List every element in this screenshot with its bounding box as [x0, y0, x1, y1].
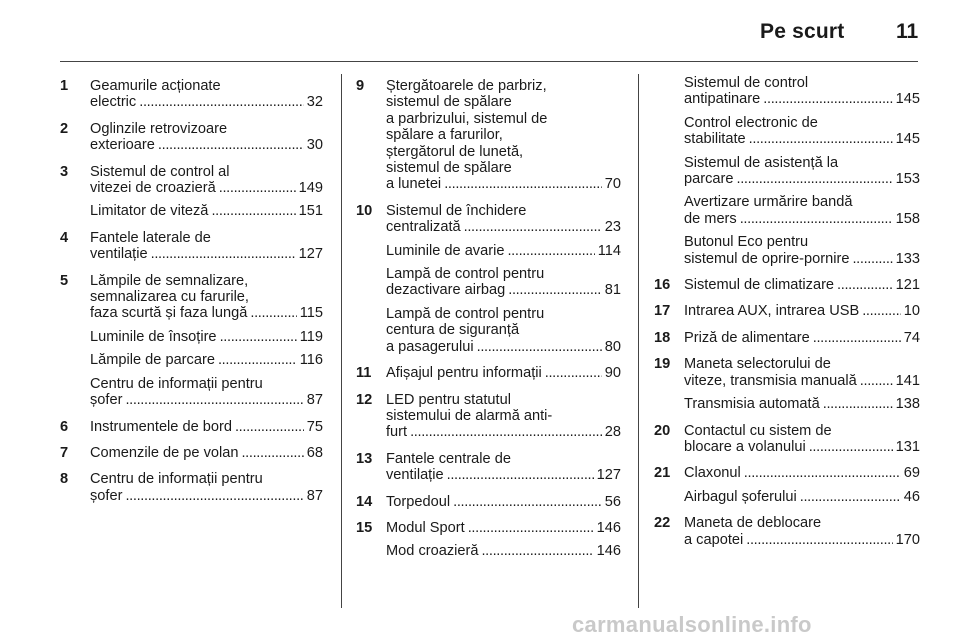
entry-last-line	[386, 219, 621, 235]
index-entry[interactable]	[654, 155, 920, 188]
entry-text-line: Sistemul de control	[684, 75, 809, 91]
index-entry[interactable]	[654, 303, 920, 319]
entry-body	[684, 330, 920, 346]
entry-last-line	[684, 373, 920, 389]
entry-number: 21	[654, 465, 671, 482]
entry-last-line	[684, 396, 920, 412]
entry-label: Claxonul	[684, 465, 741, 482]
page-reference-link[interactable]: 145	[895, 131, 920, 148]
index-entry[interactable]	[356, 520, 621, 536]
index-entry[interactable]	[654, 396, 920, 412]
entry-body	[684, 75, 920, 108]
index-entry[interactable]	[356, 243, 621, 259]
page-reference-link[interactable]: 87	[306, 392, 323, 409]
entry-body	[684, 396, 920, 412]
entry-number: 13	[356, 450, 373, 467]
entry-label: Modul Sport	[386, 519, 465, 536]
index-entry[interactable]	[60, 164, 323, 197]
index-entry[interactable]	[60, 273, 323, 322]
entry-last-line	[386, 467, 621, 483]
entry-number	[654, 194, 684, 227]
entry-number	[60, 352, 90, 368]
entry-last-line	[386, 339, 621, 355]
dot-leader	[218, 352, 297, 368]
entry-number	[654, 234, 684, 267]
page-reference-link[interactable]: 145	[895, 91, 920, 108]
page-reference-link[interactable]: 32	[306, 94, 323, 111]
page-reference-link[interactable]: 23	[604, 219, 621, 236]
entry-number: 12	[356, 391, 373, 408]
index-entry[interactable]	[60, 376, 323, 409]
entry-text-line: Sistemul de închidere	[386, 202, 527, 219]
entry-number: 1	[60, 78, 69, 94]
entry-label: centralizată	[386, 219, 461, 236]
entry-number: 7	[60, 444, 69, 461]
dot-leader	[508, 282, 602, 298]
dot-leader	[151, 246, 296, 262]
entry-number: 19	[654, 356, 671, 373]
entry-last-line	[684, 532, 920, 548]
entry-text-line: Lampă de control pentru	[386, 266, 545, 283]
page-reference-link[interactable]: 119	[299, 328, 323, 345]
entry-label: Airbagul șoferului	[684, 488, 797, 505]
entry-last-line	[684, 330, 920, 346]
index-entry[interactable]	[356, 306, 621, 355]
entry-body	[386, 365, 621, 381]
entry-last-line	[90, 246, 323, 262]
entry-text-line: sistemul de spălare	[386, 94, 512, 111]
page-reference-link[interactable]: 75	[306, 418, 323, 435]
entry-number: 3	[60, 163, 69, 180]
page-reference-link[interactable]: 28	[604, 424, 621, 441]
dot-leader	[746, 532, 892, 548]
entry-body	[386, 543, 621, 559]
entry-text-line: centura de siguranță	[386, 322, 520, 339]
column-divider	[638, 74, 639, 608]
entry-last-line	[386, 176, 621, 192]
entry-text-line: Maneta de deblocare	[684, 515, 822, 532]
dot-leader	[813, 330, 901, 346]
entry-body	[684, 303, 920, 319]
entry-number	[654, 75, 684, 108]
entry-body	[90, 376, 323, 409]
page-reference-link[interactable]: 149	[298, 180, 323, 197]
column-divider	[341, 74, 342, 608]
entry-last-line	[90, 419, 323, 435]
entry-label: Comenzile de pe volan	[90, 444, 239, 461]
entry-label: Intrarea AUX, intrarea USB	[684, 303, 860, 320]
dot-leader	[481, 543, 593, 559]
entry-body	[90, 273, 323, 322]
page-reference-link[interactable]: 115	[299, 305, 323, 322]
entry-body	[386, 392, 621, 441]
dot-leader	[477, 339, 602, 355]
entry-label: Instrumentele de bord	[90, 418, 232, 435]
page-reference-link[interactable]: 68	[306, 444, 323, 461]
entry-number: 9	[356, 78, 365, 94]
entry-label: electric	[90, 94, 137, 111]
entry-number	[356, 543, 386, 559]
dot-leader	[823, 396, 893, 412]
entry-body	[90, 203, 323, 219]
index-entry[interactable]	[60, 230, 323, 263]
dot-leader	[447, 467, 594, 483]
entry-last-line	[90, 94, 323, 110]
entry-body	[90, 230, 323, 263]
entry-text-line: a parbrizului, sistemul de	[386, 110, 548, 127]
index-entry[interactable]	[60, 78, 323, 111]
index-entry[interactable]	[60, 121, 323, 154]
entry-number: 16	[654, 277, 671, 294]
entry-body	[684, 155, 920, 188]
entry-number	[654, 489, 684, 505]
index-entry[interactable]	[60, 329, 323, 345]
entry-label: Transmisia automată	[684, 396, 820, 413]
entry-body	[386, 243, 621, 259]
entry-label: dezactivare airbag	[386, 282, 506, 299]
dot-leader	[464, 219, 602, 235]
entry-text-line: Geamurile acționate	[90, 78, 221, 94]
entry-label: Luminile de avarie	[386, 242, 505, 259]
header-divider	[60, 61, 918, 62]
dot-leader	[736, 171, 892, 187]
entry-text-line: Contactul cu sistem de	[684, 422, 832, 439]
page-reference-link[interactable]: 153	[895, 171, 920, 188]
entry-text-line: Control electronic de	[684, 114, 818, 131]
page-reference-link[interactable]: 30	[306, 137, 323, 154]
page-title: Pe scurt	[760, 20, 845, 43]
page-reference-link[interactable]: 138	[895, 396, 920, 413]
entry-label: sistemul de oprire-pornire	[684, 250, 850, 267]
entry-text-line: Butonul Eco pentru	[684, 234, 809, 251]
index-entry[interactable]	[60, 445, 323, 461]
entry-last-line	[684, 303, 920, 319]
entry-number: 2	[60, 120, 69, 137]
entry-number: 20	[654, 422, 671, 439]
index-column-1	[60, 78, 323, 514]
page-reference-link[interactable]: 74	[903, 329, 920, 346]
entry-number: 10	[356, 202, 373, 219]
dot-leader	[468, 520, 594, 536]
entry-number	[60, 376, 90, 409]
entry-number	[356, 243, 386, 259]
page-reference-link[interactable]: 131	[895, 438, 920, 455]
dot-leader	[219, 180, 296, 196]
entry-text-line: Avertizare urmărire bandă	[684, 194, 853, 211]
entry-body	[90, 471, 323, 504]
entry-text-line: Lămpile de semnalizare,	[90, 272, 249, 289]
entry-last-line	[90, 203, 323, 219]
entry-body	[90, 329, 323, 345]
entry-label: Lămpile de parcare	[90, 352, 215, 369]
page-reference-link[interactable]: 158	[895, 210, 920, 227]
index-entry[interactable]	[356, 392, 621, 441]
entry-number: 14	[356, 493, 373, 510]
index-entry[interactable]	[60, 352, 323, 368]
entry-number: 15	[356, 519, 373, 536]
dot-leader	[800, 489, 901, 505]
entry-number	[60, 203, 90, 219]
entry-label: Afișajul pentru informații	[386, 365, 542, 382]
entry-label: șofer	[90, 392, 123, 409]
dot-leader	[545, 365, 602, 381]
index-entry[interactable]	[60, 419, 323, 435]
entry-body	[684, 515, 920, 548]
page-reference-link[interactable]: 127	[596, 467, 621, 484]
page-reference-link[interactable]: 81	[604, 282, 621, 299]
index-entry[interactable]	[356, 266, 621, 299]
entry-label: Torpedoul	[386, 493, 451, 510]
entry-number: 22	[654, 515, 671, 532]
page-reference-link[interactable]: 56	[604, 493, 621, 510]
page-reference-link[interactable]: 133	[895, 250, 920, 267]
entry-body	[90, 445, 323, 461]
entry-text-line: Centru de informații pentru	[90, 375, 263, 392]
entry-text-line: Oglinzile retrovizoare	[90, 120, 228, 137]
index-entry[interactable]	[60, 471, 323, 504]
entry-body	[386, 266, 621, 299]
entry-text-line: semnalizarea cu farurile,	[90, 289, 249, 306]
watermark: carmanualsonline.info	[572, 612, 812, 637]
entry-last-line	[684, 171, 920, 187]
entry-body	[90, 164, 323, 197]
entry-label: antipatinare	[684, 91, 761, 108]
page-reference-link[interactable]: 10	[903, 303, 920, 320]
entry-text-line: Centru de informații pentru	[90, 471, 263, 488]
index-entry[interactable]	[356, 203, 621, 236]
page-reference-link[interactable]: 116	[299, 352, 323, 369]
page-reference-link[interactable]: 121	[895, 277, 920, 294]
index-entry[interactable]	[356, 78, 621, 193]
page-reference-link[interactable]: 87	[306, 487, 323, 504]
dot-leader	[220, 329, 297, 345]
entry-last-line	[684, 211, 920, 227]
index-column-2	[356, 78, 621, 570]
entry-label: parcare	[684, 171, 734, 188]
index-entry[interactable]	[356, 451, 621, 484]
entry-label: vitezei de croazieră	[90, 180, 216, 197]
dot-leader	[809, 439, 893, 455]
entry-body	[90, 419, 323, 435]
entry-last-line	[90, 392, 323, 408]
entry-last-line	[684, 489, 920, 505]
entry-last-line	[90, 352, 323, 368]
entry-label: a lunetei	[386, 176, 442, 193]
entry-body	[90, 352, 323, 368]
page-reference-link[interactable]: 146	[596, 519, 621, 536]
entry-number	[654, 396, 684, 412]
dot-leader	[740, 211, 893, 227]
entry-last-line	[684, 465, 920, 481]
entry-label: ventilație	[90, 246, 148, 263]
entry-number	[356, 306, 386, 355]
entry-body	[684, 356, 920, 389]
entry-number: 18	[654, 329, 671, 346]
entry-last-line	[684, 251, 920, 267]
entry-text-line: spălare a farurilor,	[386, 127, 503, 144]
index-entry[interactable]	[356, 365, 621, 381]
index-entry[interactable]	[654, 75, 920, 108]
page-reference-link[interactable]: 70	[604, 176, 621, 193]
entry-number	[654, 155, 684, 188]
index-entry[interactable]	[654, 277, 920, 293]
entry-label: faza scurtă și faza lungă	[90, 305, 248, 322]
entry-label: exterioare	[90, 137, 155, 154]
page-reference-link[interactable]: 146	[596, 543, 621, 560]
entry-label: viteze, transmisia manuală	[684, 372, 857, 389]
dot-leader	[235, 419, 304, 435]
entry-text-line: Fantele laterale de	[90, 229, 211, 246]
page-reference-link[interactable]: 114	[597, 242, 621, 259]
index-entry[interactable]	[654, 115, 920, 148]
entry-text-line: Sistemul de control al	[90, 163, 230, 180]
entry-label: furt	[386, 424, 408, 441]
page-reference-link[interactable]: 170	[895, 531, 920, 548]
entry-number	[60, 329, 90, 345]
entry-body	[90, 121, 323, 154]
dot-leader	[250, 305, 296, 321]
entry-last-line	[684, 277, 920, 293]
entry-label: Sistemul de climatizare	[684, 277, 835, 294]
dot-leader	[507, 243, 594, 259]
entry-last-line	[684, 131, 920, 147]
dot-leader	[862, 303, 901, 319]
entry-text-line: ștergătorul de lunetă,	[386, 143, 524, 160]
entry-text-line: Fantele centrale de	[386, 450, 511, 467]
entry-body	[90, 78, 323, 111]
entry-last-line	[684, 91, 920, 107]
page-number: 11	[896, 20, 919, 43]
index-entry[interactable]	[654, 489, 920, 505]
index-column-3	[654, 75, 920, 558]
dot-leader	[410, 424, 602, 440]
entry-label: Mod croazieră	[386, 543, 479, 560]
entry-last-line	[386, 543, 621, 559]
entry-body	[386, 494, 621, 510]
entry-body	[386, 306, 621, 355]
dot-leader	[837, 277, 893, 293]
entry-text-line: Lampă de control pentru	[386, 305, 545, 322]
entry-text-line: Maneta selectorului de	[684, 356, 831, 373]
entry-text-line: sistemul de spălare	[386, 160, 512, 177]
entry-text-line: Ștergătoarele de parbriz,	[386, 78, 547, 94]
entry-last-line	[90, 180, 323, 196]
page-reference-link[interactable]: 69	[903, 465, 920, 482]
dot-leader	[763, 91, 892, 107]
entry-number: 8	[60, 471, 69, 488]
entry-last-line	[386, 282, 621, 298]
entry-body	[386, 451, 621, 484]
entry-body	[684, 194, 920, 227]
dot-leader	[852, 251, 892, 267]
entry-last-line	[90, 488, 323, 504]
entry-text-line: LED pentru statutul	[386, 391, 511, 408]
entry-number: 5	[60, 272, 69, 289]
entry-last-line	[90, 137, 323, 153]
entry-label: Limitator de viteză	[90, 203, 209, 220]
dot-leader	[241, 445, 303, 461]
entry-last-line	[386, 494, 621, 510]
entry-number: 17	[654, 303, 671, 320]
dot-leader	[158, 137, 304, 153]
entry-label: a pasagerului	[386, 338, 474, 355]
entry-label: a capotei	[684, 531, 744, 548]
index-entry[interactable]	[654, 356, 920, 389]
index-entry[interactable]	[654, 423, 920, 456]
entry-number: 4	[60, 229, 69, 246]
entry-number: 11	[356, 365, 372, 382]
entry-text-line: sistemului de alarmă anti-	[386, 407, 553, 424]
page-reference-link[interactable]: 46	[903, 488, 920, 505]
entry-number: 6	[60, 418, 69, 435]
entry-label: de mers	[684, 210, 737, 227]
index-entry[interactable]	[654, 194, 920, 227]
entry-last-line	[386, 520, 621, 536]
entry-label: Priză de alimentare	[684, 329, 810, 346]
page-reference-link[interactable]: 151	[298, 203, 323, 220]
index-entry[interactable]	[654, 515, 920, 548]
entry-body	[386, 203, 621, 236]
page-reference-link[interactable]: 141	[895, 372, 920, 389]
entry-last-line	[90, 329, 323, 345]
entry-label: șofer	[90, 487, 123, 504]
index-entry[interactable]	[356, 543, 621, 559]
entry-last-line	[90, 445, 323, 461]
dot-leader	[139, 94, 304, 110]
entry-body	[386, 520, 621, 536]
index-entry[interactable]	[356, 494, 621, 510]
entry-last-line	[386, 243, 621, 259]
dot-leader	[453, 494, 602, 510]
entry-last-line	[386, 424, 621, 440]
dot-leader	[211, 203, 295, 219]
entry-last-line	[90, 305, 323, 321]
entry-last-line	[386, 365, 621, 381]
entry-label: ventilație	[386, 467, 444, 484]
entry-number	[356, 266, 386, 299]
dot-leader	[125, 488, 303, 504]
dot-leader	[444, 176, 602, 192]
entry-text-line: Sistemul de asistență la	[684, 154, 839, 171]
entry-label: stabilitate	[684, 131, 746, 148]
entry-number	[654, 115, 684, 148]
entry-label: Luminile de însoțire	[90, 328, 217, 345]
index-entry[interactable]	[654, 465, 920, 481]
page-reference-link[interactable]: 80	[604, 338, 621, 355]
index-entry[interactable]	[654, 330, 920, 346]
dot-leader	[125, 392, 303, 408]
entry-body	[684, 115, 920, 148]
dot-leader	[749, 131, 893, 147]
entry-body	[386, 78, 621, 193]
page-reference-link[interactable]: 127	[298, 246, 323, 263]
entry-body	[684, 423, 920, 456]
entry-body	[684, 277, 920, 293]
index-entry[interactable]	[654, 234, 920, 267]
entry-last-line	[684, 439, 920, 455]
index-entry[interactable]	[60, 203, 323, 219]
entry-body	[684, 465, 920, 481]
page-reference-link[interactable]: 90	[604, 365, 621, 382]
entry-body	[684, 489, 920, 505]
dot-leader	[744, 465, 901, 481]
dot-leader	[860, 373, 893, 389]
entry-body	[684, 234, 920, 267]
entry-label: blocare a volanului	[684, 438, 806, 455]
